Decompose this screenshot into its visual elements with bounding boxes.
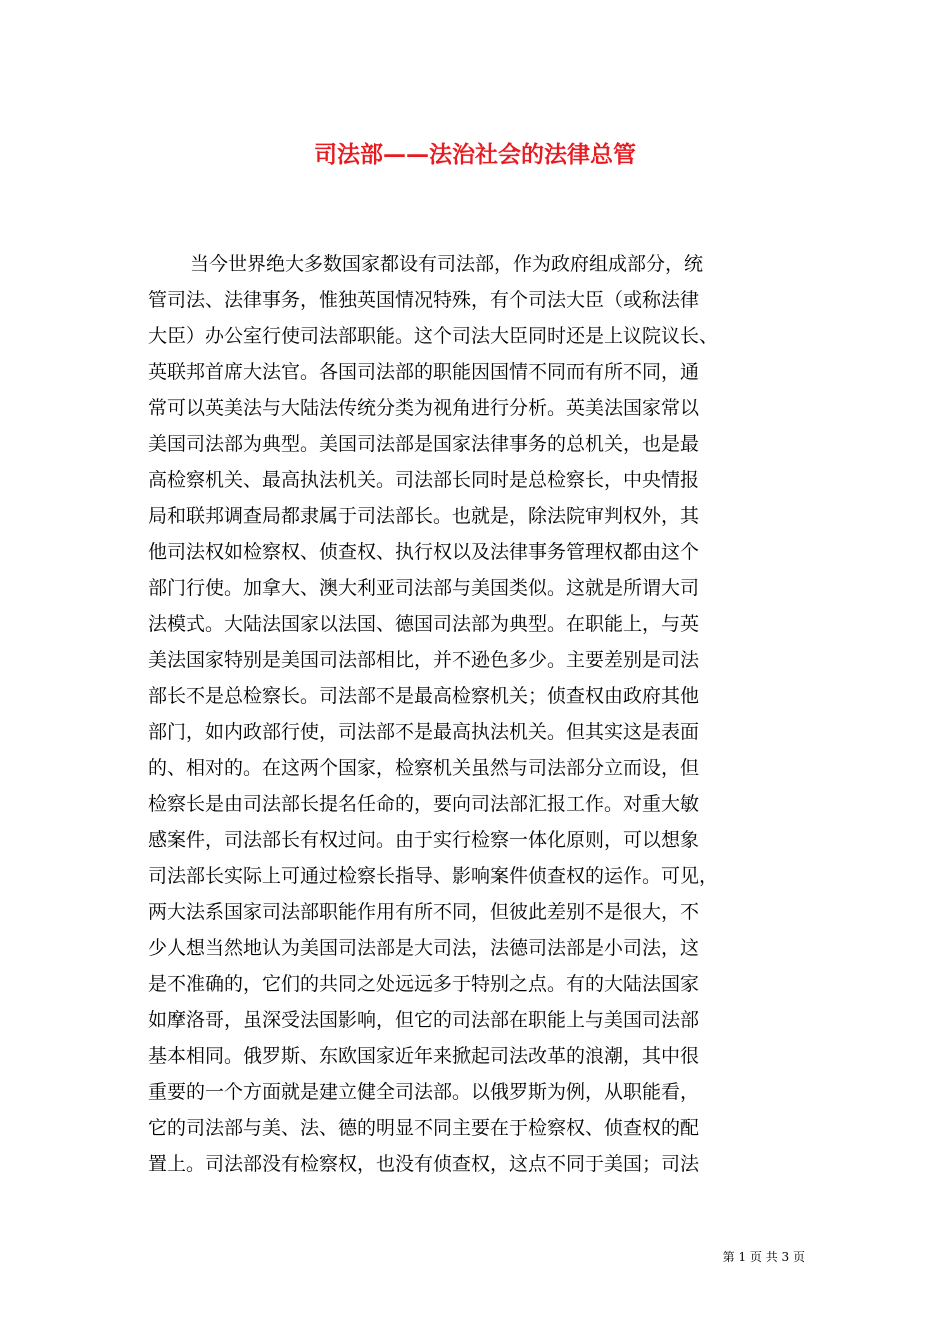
paragraph-line: 如摩洛哥，虽深受法国影响，但它的司法部在职能上与美国司法部: [148, 1009, 700, 1031]
paragraph-line: 置上。司法部没有检察权，也没有侦查权，这点不同于美国；司法: [148, 1153, 700, 1175]
paragraph-line: 少人想当然地认为美国司法部是大司法，法德司法部是小司法，这: [148, 937, 700, 959]
paragraph-line: 部门行使。加拿大、澳大利亚司法部与美国类似。这就是所谓大司: [148, 577, 700, 599]
paragraph-line: 感案件，司法部长有权过问。由于实行检察一体化原则，可以想象: [148, 829, 700, 851]
paragraph-line: 英联邦首席大法官。各国司法部的职能因国情不同而有所不同，通: [148, 361, 700, 383]
paragraph-line: 美国司法部为典型。美国司法部是国家法律事务的总机关，也是最: [148, 433, 700, 455]
paragraph-line: 的、相对的。在这两个国家，检察机关虽然与司法部分立而设，但: [148, 757, 700, 779]
document-title: 司法部——法治社会的法律总管: [314, 141, 636, 168]
paragraph-line: 司法部长实际上可通过检察长指导、影响案件侦查权的运作。可见，: [148, 865, 719, 887]
paragraph-line: 部门，如内政部行使，司法部不是最高执法机关。但其实这是表面: [148, 721, 700, 743]
paragraph-line: 他司法权如检察权、侦查权、执行权以及法律事务管理权都由这个: [148, 541, 700, 563]
paragraph-line: 当今世界绝大多数国家都设有司法部，作为政府组成部分，统: [190, 253, 704, 275]
paragraph-line: 是不准确的，它们的共同之处远远多于特别之点。有的大陆法国家: [148, 973, 700, 995]
paragraph-line: 重要的一个方面就是建立健全司法部。以俄罗斯为例，从职能看，: [148, 1081, 700, 1103]
paragraph-line: 部长不是总检察长。司法部不是最高检察机关；侦查权由政府其他: [148, 685, 700, 707]
document-body: [148, 246, 828, 1182]
page-number-footer: 第 1 页 共 3 页: [722, 1250, 805, 1264]
paragraph-line: 检察长是由司法部长提名任命的，要向司法部汇报工作。对重大敏: [148, 793, 700, 815]
paragraph-line: 它的司法部与美、法、德的明显不同主要在于检察权、侦查权的配: [148, 1117, 700, 1139]
paragraph-line: 两大法系国家司法部职能作用有所不同，但彼此差别不是很大，不: [148, 901, 700, 923]
paragraph-line: 法模式。大陆法国家以法国、德国司法部为典型。在职能上，与英: [148, 613, 700, 635]
paragraph-line: 局和联邦调查局都隶属于司法部长。也就是，除法院审判权外，其: [148, 505, 700, 527]
paragraph-line: 常可以英美法与大陆法传统分类为视角进行分析。英美法国家常以: [148, 397, 700, 419]
paragraph-line: 高检察机关、最高执法机关。司法部长同时是总检察长，中央情报: [148, 469, 700, 491]
paragraph-line: 大臣）办公室行使司法部职能。这个司法大臣同时还是上议院议长、: [148, 325, 719, 347]
paragraph-line: 管司法、法律事务，惟独英国情况特殊，有个司法大臣（或称法律: [148, 289, 700, 311]
paragraph-line: 美法国家特别是美国司法部相比，并不逊色多少。主要差别是司法: [148, 649, 700, 671]
paragraph-line: 基本相同。俄罗斯、东欧国家近年来掀起司法改革的浪潮，其中很: [148, 1045, 700, 1067]
